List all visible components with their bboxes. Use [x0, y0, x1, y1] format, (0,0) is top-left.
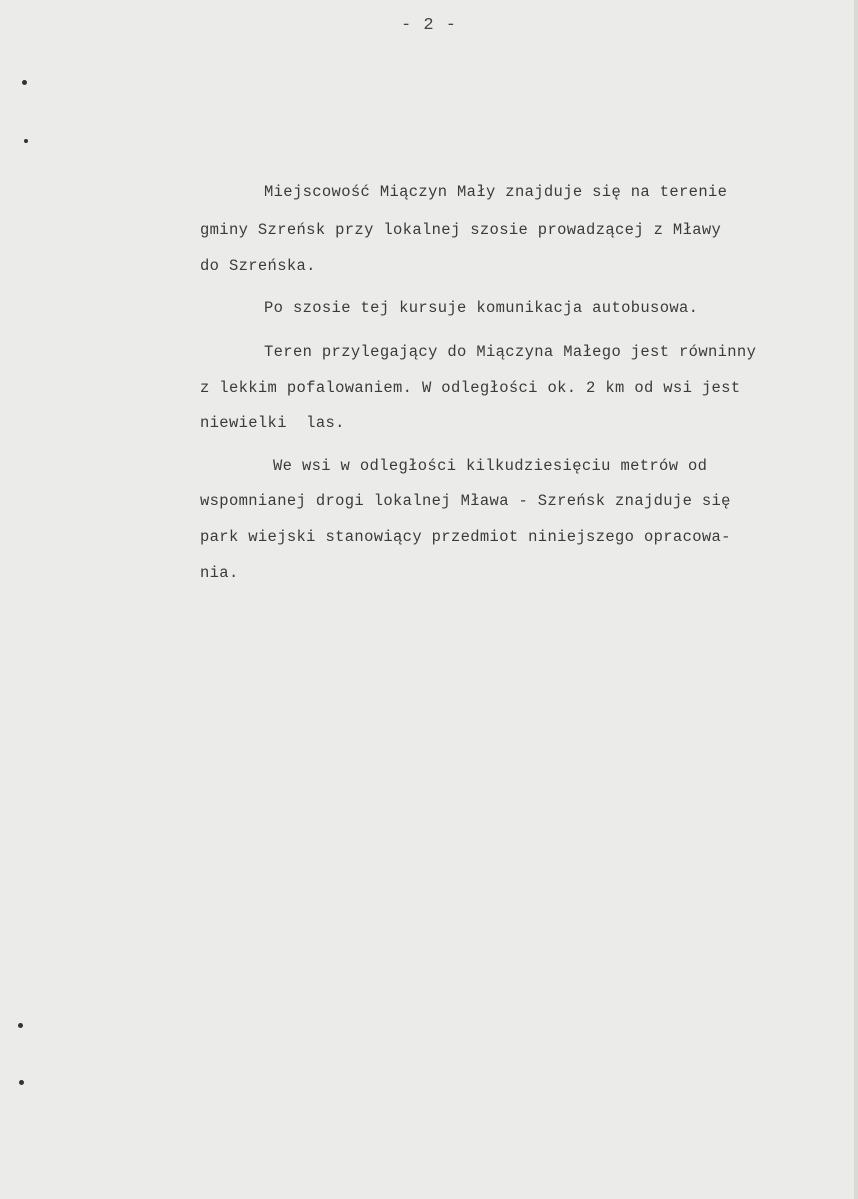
- text-line: do Szreńska.: [200, 257, 316, 275]
- text-line: niewielki las.: [200, 414, 345, 432]
- binder-hole-mark: [22, 80, 27, 85]
- text-line: nia.: [200, 564, 239, 582]
- page-edge: [854, 0, 858, 1199]
- text-line: z lekkim pofalowaniem. W odległości ok. 2 km od wsi jest: [200, 379, 741, 397]
- text-line: Miejscowość Miączyn Mały znajduje się na terenie: [264, 183, 728, 201]
- text-line: Po szosie tej kursuje komunikacja autobusowa.: [264, 299, 699, 317]
- binder-hole-mark: [18, 1023, 23, 1028]
- text-line: We wsi w odległości kilkudziesięciu metrów od: [273, 457, 708, 475]
- page-number: - 2 -: [400, 16, 457, 35]
- binder-hole-mark: [24, 139, 28, 143]
- text-line: park wiejski stanowiący przedmiot niniejszego opracowa-: [200, 528, 731, 546]
- text-line: wspomnianej drogi lokalnej Mława - Szreńsk znajduje się: [200, 492, 731, 510]
- text-line: gminy Szreńsk przy lokalnej szosie prowadzącej z Mławy: [200, 221, 722, 239]
- binder-hole-mark: [19, 1080, 24, 1085]
- text-line: Teren przylegający do Miączyna Małego jest równinny: [264, 343, 757, 361]
